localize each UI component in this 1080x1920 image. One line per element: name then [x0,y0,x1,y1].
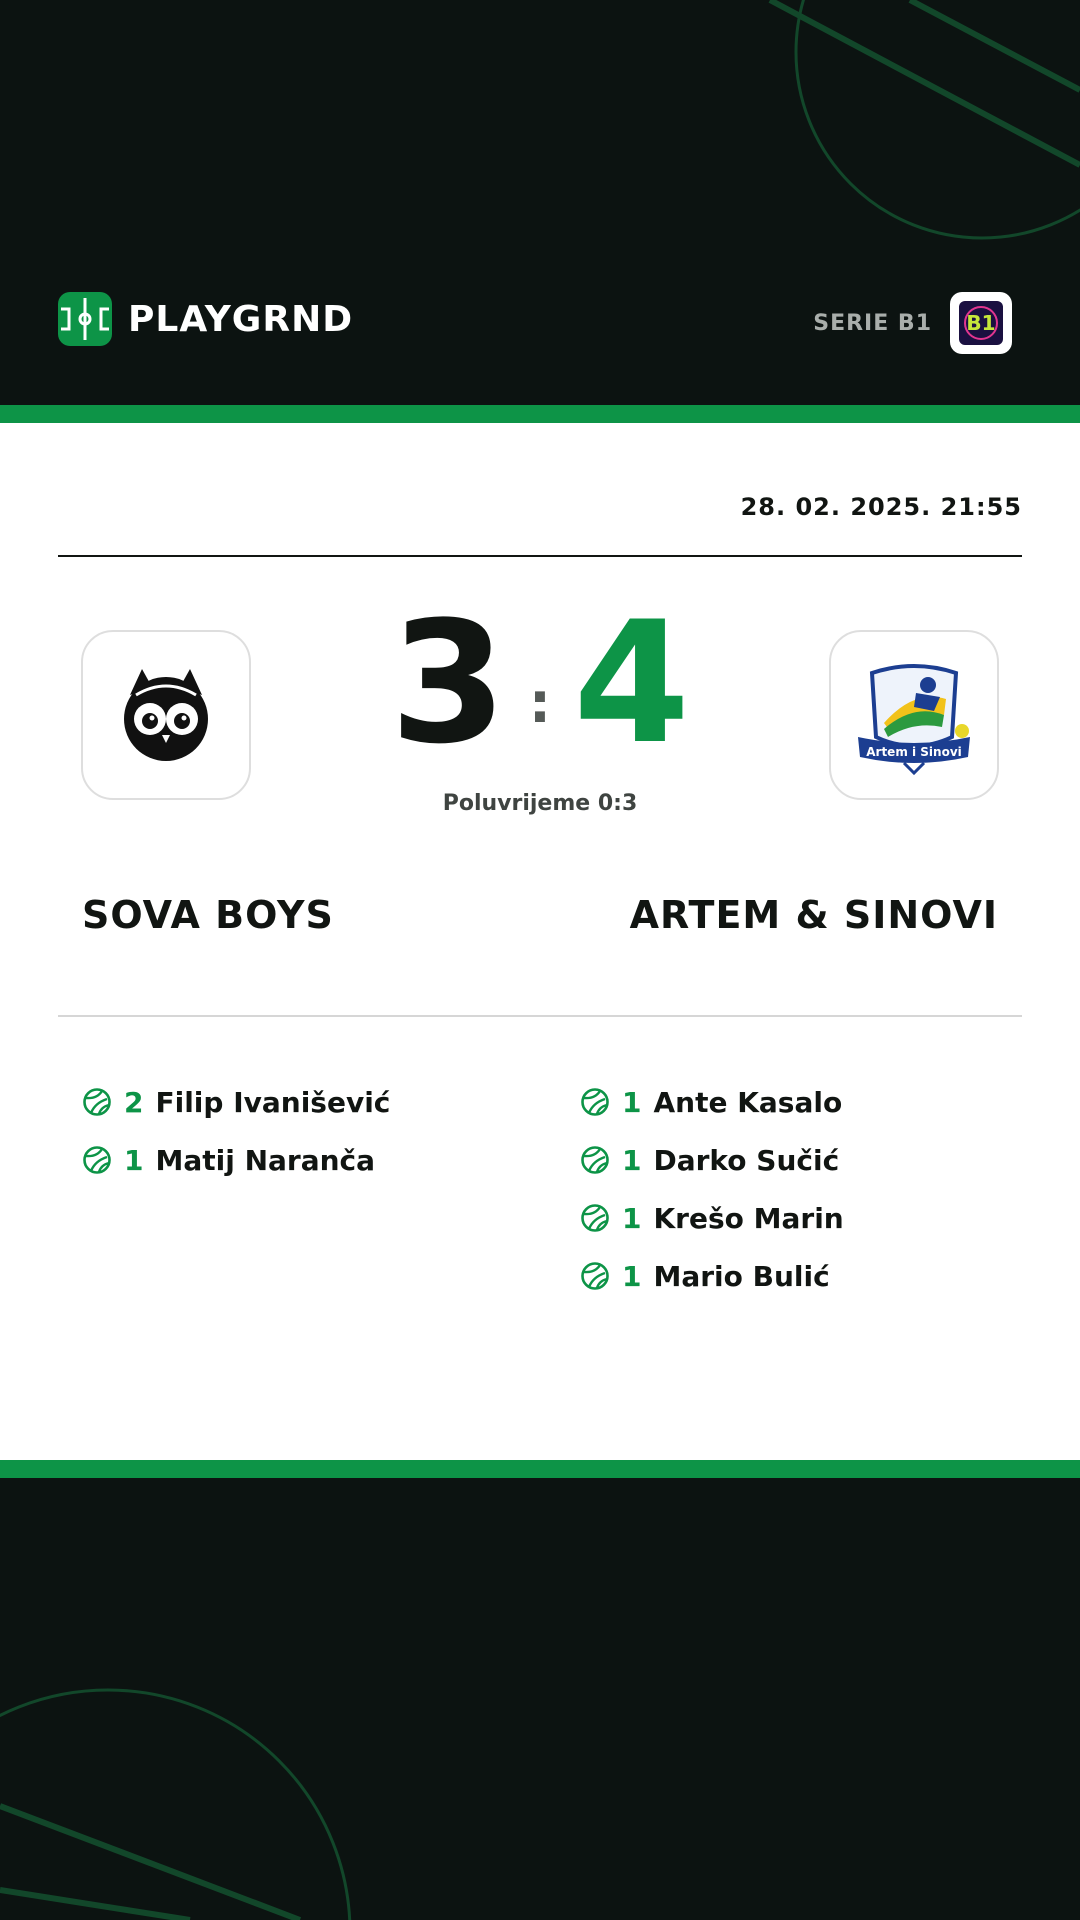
ball-icon [580,1261,610,1291]
goal-count: 1 [622,1085,642,1119]
brand [58,292,353,346]
goal-count: 1 [622,1201,642,1235]
home-scorers-list [82,1073,390,1189]
pitch-icon [58,292,112,346]
accent-bar-bottom [0,1460,1080,1478]
scorer-row [580,1247,844,1305]
away-team-name: ARTEM & SINOVI [629,893,998,937]
ball-icon [580,1087,610,1117]
goal-count: 2 [124,1085,144,1119]
owl-icon [106,655,226,775]
scorer-row [580,1189,844,1247]
divider [58,555,1022,557]
ball-icon [580,1203,610,1233]
scorer-row [580,1131,844,1189]
goal-count: 1 [124,1143,144,1177]
match-card [0,423,1080,1460]
accent-bar-top [0,405,1080,423]
league-badge [950,292,1012,354]
away-team-logo [829,630,999,800]
player-name: Darko Sučić [653,1143,840,1177]
league-badge-text: B1 [966,311,996,335]
league-name: SERIE B1 [813,310,932,336]
match-datetime: 28. 02. 2025. 21:55 [740,493,1022,521]
goal-count: 1 [622,1259,642,1293]
scorer-row [580,1073,844,1131]
away-score: 4 [573,585,691,781]
player-name: Filip Ivanišević [155,1085,391,1119]
home-score: 3 [389,585,507,781]
home-team-name: SOVA BOYS [82,893,334,937]
league-logo-icon [957,299,1005,347]
league-info [813,292,1012,354]
header-band [0,0,1080,405]
away-crest-icon [844,645,984,785]
divider [58,1015,1022,1017]
away-crest-text: Artem i Sinovi [866,745,962,759]
ball-icon [82,1087,112,1117]
brand-name: PLAYGRND [128,298,354,340]
goal-count: 1 [622,1143,642,1177]
home-team-logo [81,630,251,800]
score-separator: : [528,670,552,736]
player-name: Ante Kasalo [653,1085,843,1119]
scorer-row [82,1131,390,1189]
player-name: Matij Naranča [155,1143,376,1177]
away-scorers-list [580,1073,844,1305]
ball-icon [580,1145,610,1175]
scorer-row [82,1073,390,1131]
halftime-score: Poluvrijeme 0:3 [442,791,638,816]
ball-icon [82,1145,112,1175]
player-name: Mario Bulić [653,1259,830,1293]
player-name: Krešo Marin [653,1201,844,1235]
scoreboard [389,585,691,781]
